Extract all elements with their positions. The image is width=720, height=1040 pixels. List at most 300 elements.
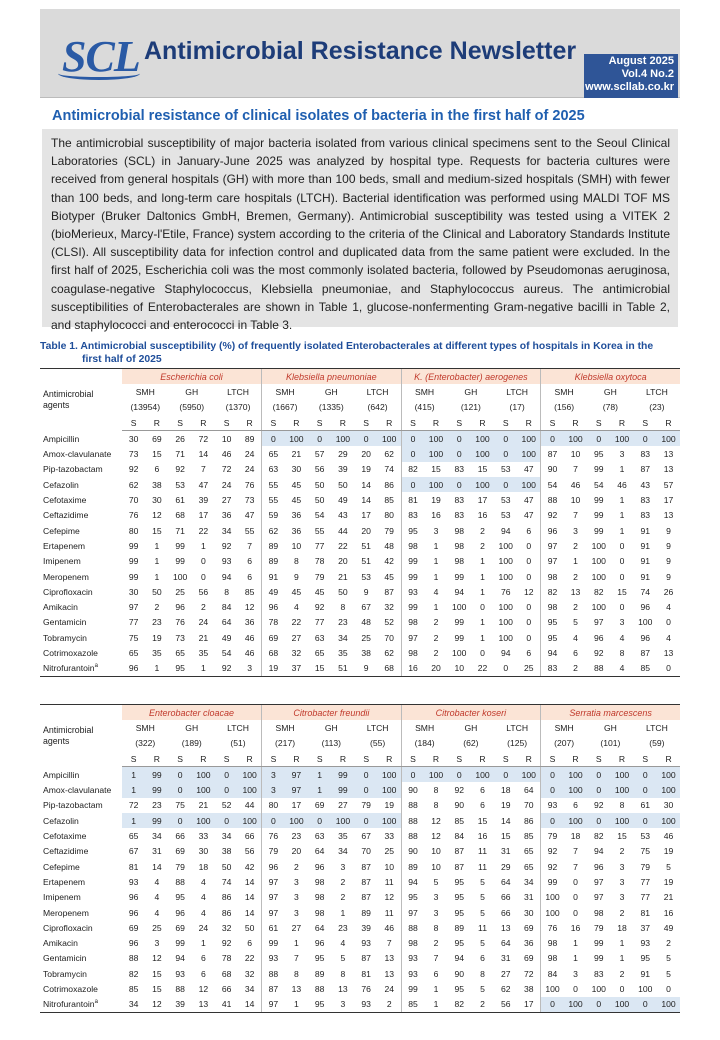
susceptible-value: 97 [593, 876, 604, 887]
susceptible-value: 72 [128, 800, 139, 811]
susceptible-value: 53 [500, 464, 511, 475]
susceptible-value: 83 [401, 508, 424, 523]
agent-name [40, 935, 122, 950]
susceptible-value: 50 [314, 479, 325, 490]
susceptible-value: 0 [587, 997, 610, 1013]
resistant-value: 7 [294, 953, 299, 964]
susceptible-value: 94 [454, 953, 465, 964]
susceptible-value: 0 [634, 767, 657, 783]
susceptible-label: S [494, 751, 517, 767]
resistant-value: 1 [573, 556, 578, 567]
resistant-value: 12 [431, 815, 441, 826]
susceptible-value: 95 [640, 953, 651, 964]
susceptible-value: 99 [401, 554, 424, 569]
agent-name [40, 569, 122, 584]
resistant-value: 2 [433, 938, 439, 949]
isolate-count: (184) [401, 736, 448, 751]
susceptible-value: 95 [308, 997, 331, 1013]
resistant-value: 4 [200, 907, 206, 918]
susceptible-value: 100 [638, 617, 653, 628]
resistant-value: 8 [480, 968, 485, 979]
resistant-label: R [471, 415, 494, 431]
susceptible-value: 78 [262, 615, 285, 630]
hospital-type-label: SMH [401, 720, 448, 735]
susceptible-value: 0 [262, 813, 285, 828]
agent-column-header: Antimicrobial agents [40, 369, 122, 431]
susceptible-value: 92 [215, 661, 238, 677]
susceptible-value: 100 [541, 905, 564, 920]
susceptible-label: S [634, 751, 657, 767]
agent-name-text: Cefotaxime [43, 495, 87, 506]
agent-name [40, 554, 122, 569]
resistant-value: 11 [384, 907, 394, 918]
susceptible-value: 100 [591, 556, 606, 567]
resistant-value: 15 [152, 449, 162, 460]
susceptible-value: 64 [500, 876, 511, 887]
susceptible-value: 63 [314, 632, 325, 643]
agent-name-text: Meropenem [43, 571, 89, 582]
table-row [40, 599, 680, 614]
susceptible-value: 89 [262, 554, 285, 569]
susceptibility-table-1 [40, 368, 680, 677]
table-row [40, 890, 680, 905]
table-row [40, 645, 680, 660]
susceptible-label: S [308, 415, 331, 431]
agent-name [40, 905, 122, 920]
hospital-type-label: SMH [262, 384, 309, 399]
agent-name-text: Amikacin [43, 602, 78, 613]
resistant-value: 64 [523, 785, 534, 796]
susceptible-value: 0 [308, 813, 331, 828]
resistant-value: 72 [523, 968, 534, 979]
resistant-value: 10 [570, 495, 581, 506]
susceptible-value: 95 [541, 630, 564, 645]
resistant-value: 20 [291, 846, 302, 857]
table-row [40, 951, 680, 966]
resistant-value: 0 [526, 556, 532, 567]
resistant-value: 100 [471, 767, 494, 783]
resistant-value: 16 [477, 831, 488, 842]
susceptible-value: 76 [128, 510, 139, 521]
resistant-value: 24 [244, 449, 255, 460]
susceptible-value: 85 [128, 983, 139, 994]
agent-name [40, 645, 122, 660]
resistant-value: 50 [338, 479, 348, 490]
susceptible-value: 26 [175, 433, 185, 444]
resistant-value: 24 [198, 617, 209, 628]
susceptible-value: 95 [175, 892, 185, 903]
agent-name [40, 477, 122, 492]
resistant-value: 4 [200, 892, 206, 903]
susceptible-value: 95 [314, 953, 325, 964]
susceptible-label: S [587, 415, 610, 431]
resistant-value: 29 [338, 449, 348, 460]
resistant-value: 50 [338, 586, 348, 597]
susceptible-value: 88 [175, 876, 185, 887]
hospital-type-label: GH [603, 386, 617, 397]
resistant-value: 33 [198, 831, 209, 842]
resistant-value: 89 [244, 433, 255, 444]
susceptible-value: 88 [401, 798, 424, 813]
resistant-value: 6 [247, 571, 253, 582]
resistant-value: 100 [424, 767, 447, 783]
isolate-count: (125) [507, 738, 528, 749]
susceptible-value: 99 [128, 571, 139, 582]
isolate-count: (51) [230, 738, 246, 749]
resistant-value: 4 [294, 602, 299, 613]
susceptible-value: 92 [593, 647, 604, 658]
organism-header: Klebsiella pneumoniae [262, 369, 402, 385]
resistant-value: 3 [294, 907, 299, 918]
resistant-value: 11 [478, 922, 487, 933]
susceptible-value: 84 [541, 966, 564, 981]
issue-date: August 2025 [608, 55, 674, 67]
susceptible-label: S [401, 415, 424, 431]
agent-name [40, 767, 122, 783]
susceptible-value: 43 [640, 479, 651, 490]
susceptible-value: 48 [361, 617, 371, 628]
susceptible-value: 94 [175, 953, 185, 964]
susceptible-value: 91 [640, 968, 651, 979]
susceptible-value: 53 [500, 510, 511, 521]
susceptible-value: 96 [175, 602, 185, 613]
resistant-value: 14 [244, 876, 255, 887]
susceptible-value: 100 [498, 556, 513, 567]
susceptible-label: S [541, 751, 564, 767]
susceptible-label: S [355, 751, 378, 767]
resistant-value: 9 [294, 571, 299, 582]
resistant-value: 45 [291, 495, 302, 506]
agent-name [40, 828, 122, 843]
resistant-value: 5 [666, 861, 671, 872]
susceptible-value: 92 [541, 844, 564, 859]
resistant-value: 14 [198, 449, 209, 460]
resistant-value: 100 [517, 767, 540, 783]
resistant-value: 35 [198, 647, 209, 658]
susceptible-value: 0 [494, 477, 517, 492]
resistant-value: 2 [378, 997, 401, 1013]
isolate-count: (121) [460, 402, 481, 413]
resistant-value: 6 [526, 525, 532, 536]
resistant-value: 0 [573, 907, 578, 918]
resistant-label: R [192, 751, 215, 767]
susceptible-value: 97 [128, 602, 139, 613]
susceptible-value: 87 [454, 861, 465, 872]
table-row [40, 859, 680, 874]
hospital-type-label: SMH [541, 720, 588, 735]
susceptible-value: 100 [498, 617, 513, 628]
table-row [40, 782, 680, 797]
isolate-count: (189) [181, 738, 202, 749]
susceptible-value: 64 [221, 617, 232, 628]
resistant-value: 66 [244, 831, 255, 842]
susceptible-value: 53 [361, 571, 371, 582]
resistant-value: 69 [523, 922, 534, 933]
resistant-value: 2 [666, 938, 671, 949]
table-row [40, 966, 680, 981]
resistant-value: 1 [200, 938, 206, 949]
susceptible-value: 0 [541, 997, 564, 1013]
resistant-value: 15 [152, 968, 162, 979]
resistant-label: R [610, 751, 633, 767]
susceptible-value: 34 [221, 525, 232, 536]
susceptible-value: 75 [175, 800, 185, 811]
resistant-value: 6 [154, 464, 160, 475]
susceptible-value: 95 [454, 876, 465, 887]
susceptible-value: 83 [593, 968, 604, 979]
resistant-value: 1 [192, 661, 215, 677]
susceptible-value: 100 [591, 571, 606, 582]
susceptible-value: 79 [262, 844, 285, 859]
agent-name-text: Meropenem [43, 907, 89, 918]
resistant-value: 30 [523, 907, 534, 918]
susceptible-value: 0 [215, 782, 238, 797]
susceptible-value: 97 [401, 905, 424, 920]
resistant-value: 13 [663, 647, 674, 658]
susceptible-value: 88 [587, 661, 610, 677]
susceptible-value: 83 [640, 449, 651, 460]
resistant-value: 2 [340, 892, 346, 903]
susceptible-value: 81 [128, 861, 139, 872]
susceptible-value: 19 [500, 800, 511, 811]
resistant-value: 8 [619, 647, 625, 658]
organism-header: K. (Enterobacter) aerogenes [401, 369, 541, 385]
susceptible-value: 55 [314, 525, 325, 536]
isolate-count: (217) [262, 736, 309, 751]
susceptible-value: 84 [221, 602, 232, 613]
susceptible-value: 74 [640, 586, 651, 597]
agent-name [40, 890, 122, 905]
resistant-label: R [192, 415, 215, 431]
organism-header: Serratia marcescens [541, 705, 681, 721]
susceptible-value: 62 [500, 983, 511, 994]
susceptible-label: S [215, 751, 238, 767]
susceptible-value: 67 [361, 831, 371, 842]
susceptible-value: 30 [128, 433, 139, 444]
logo-swoosh [58, 67, 140, 80]
resistant-value: 37 [285, 661, 308, 677]
susceptible-value: 96 [175, 907, 185, 918]
resistant-value: 2 [619, 907, 625, 918]
susceptible-value: 92 [175, 464, 185, 475]
susceptible-value: 98 [541, 569, 564, 584]
susceptible-value: 57 [314, 449, 325, 460]
susceptible-value: 0 [494, 431, 517, 447]
resistant-value: 27 [338, 800, 348, 811]
agent-name [40, 661, 122, 677]
resistant-value: 46 [570, 479, 581, 490]
susceptible-value: 88 [401, 813, 424, 828]
resistant-value: 4 [433, 586, 439, 597]
resistant-value: 99 [331, 767, 354, 783]
resistant-value: 100 [192, 782, 215, 797]
susceptible-value: 100 [498, 571, 513, 582]
resistant-value: 1 [433, 602, 439, 613]
table-row [40, 905, 680, 920]
resistant-value: 23 [338, 922, 348, 933]
resistant-value: 30 [663, 800, 674, 811]
susceptible-value: 100 [591, 983, 606, 994]
resistant-value: 57 [663, 479, 674, 490]
agent-name-text: Pip-tazobactam [43, 464, 103, 475]
resistant-value: 0 [526, 571, 532, 582]
susceptible-value: 92 [314, 602, 325, 613]
hospital-type-label: LTCH [366, 386, 389, 397]
table-row [40, 981, 680, 996]
susceptible-value: 99 [593, 495, 604, 506]
resistant-value: 5 [480, 907, 485, 918]
resistant-value: 2 [294, 861, 299, 872]
resistant-value: 16 [570, 922, 581, 933]
resistant-value: 1 [154, 556, 160, 567]
resistant-value: 1 [433, 571, 439, 582]
resistant-value: 62 [384, 449, 394, 460]
resistant-value: 5 [480, 876, 485, 887]
resistant-value: 11 [384, 876, 394, 887]
susceptible-value: 0 [448, 477, 471, 492]
susceptible-value: 32 [221, 922, 232, 933]
resistant-value: 1 [154, 540, 160, 551]
resistant-value: 3 [619, 861, 625, 872]
resistant-value: 0 [480, 647, 485, 658]
resistant-value: 65 [523, 846, 534, 857]
susceptible-value: 25 [175, 586, 185, 597]
resistant-value: 1 [619, 495, 625, 506]
resistant-value: 6 [573, 647, 578, 658]
susceptible-value: 87 [361, 876, 371, 887]
resistant-value: 16 [431, 510, 441, 521]
resistant-value: 7 [573, 464, 578, 475]
susceptible-value: 89 [454, 922, 465, 933]
resistant-value: 14 [244, 907, 255, 918]
resistant-value: 100 [378, 813, 401, 828]
resistant-value: 100 [378, 767, 401, 783]
susceptible-value: 76 [541, 920, 564, 935]
resistant-value: 6 [480, 785, 485, 796]
resistant-value: 100 [192, 767, 215, 783]
resistant-value: 10 [384, 861, 394, 872]
susceptible-value: 31 [500, 953, 511, 964]
table-row [40, 584, 680, 599]
resistant-value: 13 [663, 464, 674, 475]
susceptible-value: 0 [401, 446, 424, 461]
resistant-value: 30 [198, 846, 209, 857]
resistant-value: 2 [200, 602, 206, 613]
susceptible-value: 29 [500, 861, 511, 872]
susceptible-value: 96 [314, 861, 325, 872]
resistant-value: 1 [200, 540, 206, 551]
resistant-value: 55 [244, 525, 255, 536]
susceptible-value: 99 [454, 617, 464, 628]
isolate-count: (113) [321, 738, 342, 749]
susceptible-value: 98 [593, 907, 604, 918]
resistant-value: 13 [384, 953, 394, 964]
resistant-value: 100 [378, 782, 401, 797]
susceptible-value: 71 [175, 449, 185, 460]
resistant-value: 18 [570, 831, 581, 842]
resistant-value: 0 [526, 617, 532, 628]
resistant-value: 27 [291, 922, 302, 933]
susceptible-value: 99 [401, 599, 424, 614]
susceptible-value: 79 [593, 922, 604, 933]
susceptible-value: 65 [128, 647, 139, 658]
resistant-value: 4 [666, 602, 671, 613]
table-row [40, 844, 680, 859]
resistant-value: 13 [192, 997, 215, 1013]
table-row [40, 446, 680, 461]
resistant-value: 42 [384, 556, 394, 567]
susceptible-value: 79 [541, 828, 564, 843]
resistant-label: R [238, 751, 261, 767]
resistant-value: 1 [619, 464, 625, 475]
isolate-count: (78) [602, 402, 618, 413]
susceptible-value: 55 [262, 477, 285, 492]
resistant-value: 85 [384, 495, 394, 506]
resistant-value: 3 [433, 907, 439, 918]
resistant-value: 6 [433, 968, 439, 979]
susceptible-value: 0 [634, 782, 657, 797]
susceptible-value: 10 [448, 661, 471, 677]
agent-name-text: Ceftazidime [43, 846, 89, 857]
resistant-label: R [564, 751, 587, 767]
resistant-value: 2 [433, 632, 439, 643]
hospital-type-label: GH [464, 386, 478, 397]
susceptible-value: 79 [175, 861, 185, 872]
article-headline: Antimicrobial resistance of clinical isolates of bacteria in the first half of 2025 [52, 108, 585, 124]
resistant-value: 36 [523, 938, 534, 949]
resistant-value: 34 [338, 846, 348, 857]
resistant-value: 7 [573, 846, 578, 857]
susceptible-value: 14 [361, 479, 371, 490]
resistant-value: 86 [384, 479, 394, 490]
resistant-value: 30 [152, 495, 162, 506]
agent-name-text: Ertapenem [43, 876, 86, 887]
susceptible-value: 27 [221, 495, 232, 506]
susceptible-value: 99 [593, 464, 604, 475]
agent-name-text: Cotrimoxazole [43, 647, 98, 658]
isolate-count: (156) [541, 400, 588, 415]
organism-header: Citrobacter freundii [262, 705, 402, 721]
susceptible-value: 0 [587, 767, 610, 783]
resistant-value: 85 [523, 831, 534, 842]
resistant-value: 4 [619, 632, 625, 643]
susceptible-value: 79 [640, 861, 651, 872]
footnote-marker: a [94, 999, 98, 1006]
susceptible-value: 0 [541, 813, 564, 828]
resistant-value: 4 [610, 661, 633, 677]
resistant-value: 2 [619, 968, 625, 979]
susceptible-value: 95 [401, 523, 424, 538]
susceptible-value: 66 [175, 831, 185, 842]
resistant-value: 100 [610, 431, 633, 447]
susceptible-value: 95 [454, 892, 465, 903]
resistant-value: 6 [247, 556, 253, 567]
susceptible-label: S [169, 415, 192, 431]
susceptible-label: S [215, 415, 238, 431]
susceptible-value: 66 [221, 983, 232, 994]
resistant-value: 100 [610, 997, 633, 1013]
isolate-count: (415) [401, 400, 448, 415]
resistant-label: R [238, 415, 261, 431]
susceptible-value: 92 [541, 859, 564, 874]
susceptible-value: 46 [221, 449, 232, 460]
resistant-value: 1 [424, 997, 447, 1013]
susceptible-value: 91 [640, 540, 651, 551]
susceptible-value: 96 [541, 523, 564, 538]
susceptible-value: 99 [175, 540, 185, 551]
resistant-value: 2 [573, 602, 578, 613]
susceptible-value: 52 [221, 800, 232, 811]
